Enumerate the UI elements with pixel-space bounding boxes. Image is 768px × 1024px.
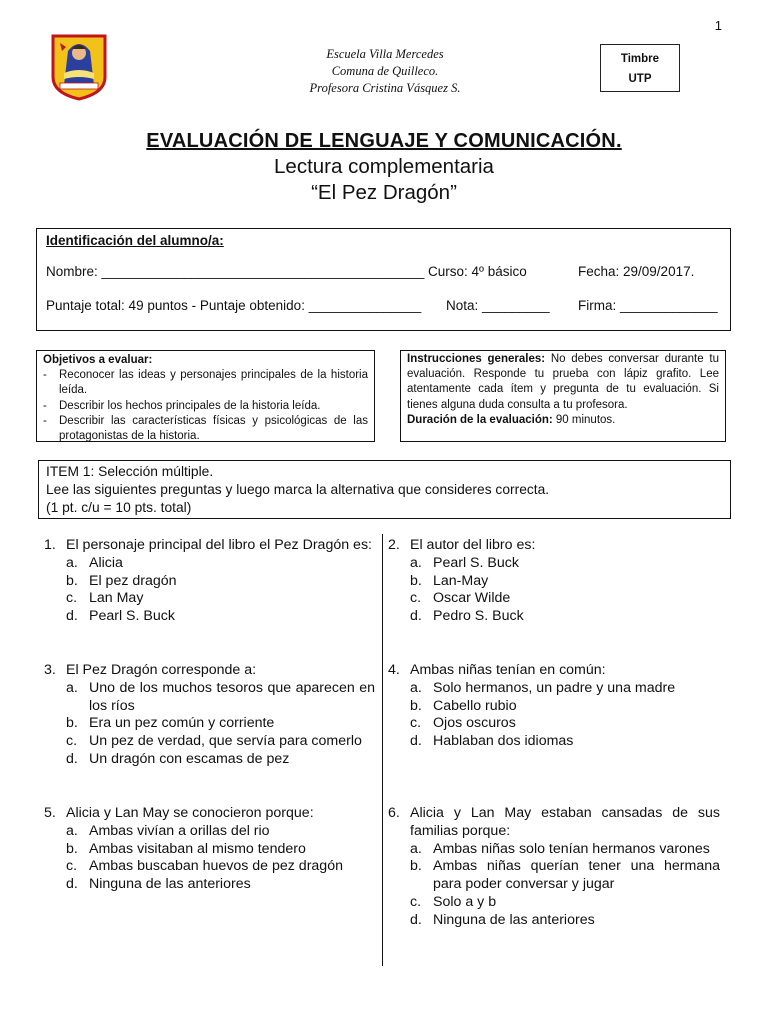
question-1: 1. El personaje principal del libro el Pez Dragón es: a. Alicia b. El pez dragón c. Lan May d. Pearl S. Buck [44,537,375,626]
school-crest-logo [50,33,108,101]
school-header [280,46,490,97]
student-identification-box [36,228,731,331]
answer-option[interactable]: d. Un dragón con escamas de pez [66,750,290,767]
answer-option[interactable]: a. Ambas niñas solo tenían hermanos varones [410,840,710,857]
title-block [0,130,768,205]
answer-option[interactable]: c. Solo a y b [410,893,497,910]
answer-option[interactable]: d. Ninguna de las anteriores [66,876,251,893]
book-title: “El Pez Dragón” [311,181,457,204]
grade-field[interactable]: Nota: _________ [446,298,550,313]
answer-option[interactable]: c. Lan May [66,590,144,607]
objective-item: - Describir los hechos principales de la historia leída. [43,399,321,412]
answer-option[interactable]: b. El pez dragón [66,572,177,589]
item-1-box [38,460,731,519]
answer-option[interactable]: c. Ambas buscaban huevos de pez dragón [66,858,343,875]
answer-option[interactable]: d. Hablaban dos idiomas [410,733,574,750]
answer-option[interactable]: b. Cabello rubio [410,697,517,714]
instructions-text: No debes conversar durante tu evaluación. Responde tu prueba con lápiz grafito. Lee atentamente cada ítem y pregunta de tu evaluación. Si tienes alguna duda consulta a tu profesora. [407,353,719,411]
instructions-label: Instrucciones generales: [407,353,546,365]
answer-option[interactable]: b. Lan-May [410,572,489,589]
date-label: Fecha: 29/09/2017. [578,264,695,279]
exam-subtitle: Lectura complementaria [274,155,494,178]
question-text: El Pez Dragón corresponde a: [66,662,257,678]
question-6: 6. Alicia y Lan May estaban cansadas de sus familias porque: a. Ambas niñas solo tenían hermanos varones b. Ambas niñas querían tener una hermana para poder conversar y jugar c. Solo a y b d. Ninguna de las anteriores [388,805,720,928]
page-number: 1 [714,18,722,33]
teacher-name: Profesora Cristina Vásquez S. [309,81,461,95]
item-title: ITEM 1: Selección múltiple. [46,464,214,479]
answer-option[interactable]: a. Pearl S. Buck [410,554,519,571]
question-text: Alicia y Lan May estaban cansadas de sus familias porque: [410,805,720,839]
exam-title: EVALUACIÓN DE LENGUAJE Y COMUNICACIÓN. [146,130,622,152]
duration-value: 90 minutos. [552,413,616,426]
answer-option[interactable]: a. Alicia [66,554,123,571]
objectives-title: Objetivos a evaluar: [43,354,153,366]
identification-title: Identificación del alumno/a: [46,233,224,248]
answer-option[interactable]: d. Ninguna de las anteriores [410,911,595,928]
answer-option[interactable]: a. Solo hermanos, un padre y una madre [410,679,676,696]
stamp-unit: UTP [628,73,652,85]
question-4: 4. Ambas niñas tenían en común: a. Solo hermanos, un padre y una madre b. Cabello rubio c. Ojos oscuros d. Hablaban dos idiomas [388,662,720,751]
question-text: Alicia y Lan May se conocieron porque: [66,805,314,821]
answer-option[interactable]: c. Oscar Wilde [410,590,511,607]
instructions-box [400,350,726,442]
commune-name: Comuna de Quilleco. [331,64,439,78]
answer-option[interactable]: a. Uno de los muchos tesoros que aparecen en los ríos [66,679,375,714]
objectives-box [36,350,375,442]
question-text: El personaje principal del libro el Pez Dragón es: [66,537,372,553]
school-name: Escuela Villa Mercedes [326,47,444,61]
question-3: 3. El Pez Dragón corresponde a: a. Uno de los muchos tesoros que aparecen en los ríos b. Era un pez común y corriente c. Un pez de verdad, que servía para comerlo d. Un dragón con escamas de pez [44,662,375,767]
answer-option[interactable]: d. Pedro S. Buck [410,608,524,625]
answer-option[interactable]: b. Ambas niñas querían tener una hermana para poder conversar y jugar [410,858,720,893]
question-2: 2. El autor del libro es: a. Pearl S. Buck b. Lan-May c. Oscar Wilde d. Pedro S. Buck [388,537,720,626]
item-points: (1 pt. c/u = 10 pts. total) [46,500,192,515]
question-text: Ambas niñas tenían en común: [410,662,606,678]
course-label: Curso: 4º básico [428,264,527,279]
answer-option[interactable]: b. Ambas visitaban al mismo tendero [66,840,306,857]
item-instructions: Lee las siguientes preguntas y luego marca la alternativa que consideres correcta. [46,482,550,497]
question-text: El autor del libro es: [410,537,536,553]
answer-option[interactable]: c. Un pez de verdad, que servía para comerlo [66,733,362,750]
answer-option[interactable]: c. Ojos oscuros [410,715,516,732]
answer-option[interactable]: b. Era un pez común y corriente [66,715,275,732]
signature-field[interactable]: Firma: _____________ [578,298,718,313]
score-field[interactable]: Puntaje total: 49 puntos - Puntaje obtenido: _______________ [46,298,422,313]
name-field[interactable]: Nombre: ___________________________________________ [46,264,425,279]
stamp-box [600,44,680,92]
answer-option[interactable]: a. Ambas vivían a orillas del rio [66,822,270,839]
objective-item: - Describir las características físicas y psicológicas de las protagonistas de la historia. [43,414,368,443]
duration-label: Duración de la evaluación: [407,413,553,426]
column-divider [382,534,383,966]
objective-item: - Reconocer las ideas y personajes principales de la historia leída. [43,369,368,397]
question-5: 5. Alicia y Lan May se conocieron porque: a. Ambas vivían a orillas del rio b. Ambas visitaban al mismo tendero c. Ambas buscaban huevos de pez dragón d. Ninguna de las anteriores [44,805,375,894]
answer-option[interactable]: d. Pearl S. Buck [66,608,175,625]
stamp-label: Timbre [620,53,660,65]
